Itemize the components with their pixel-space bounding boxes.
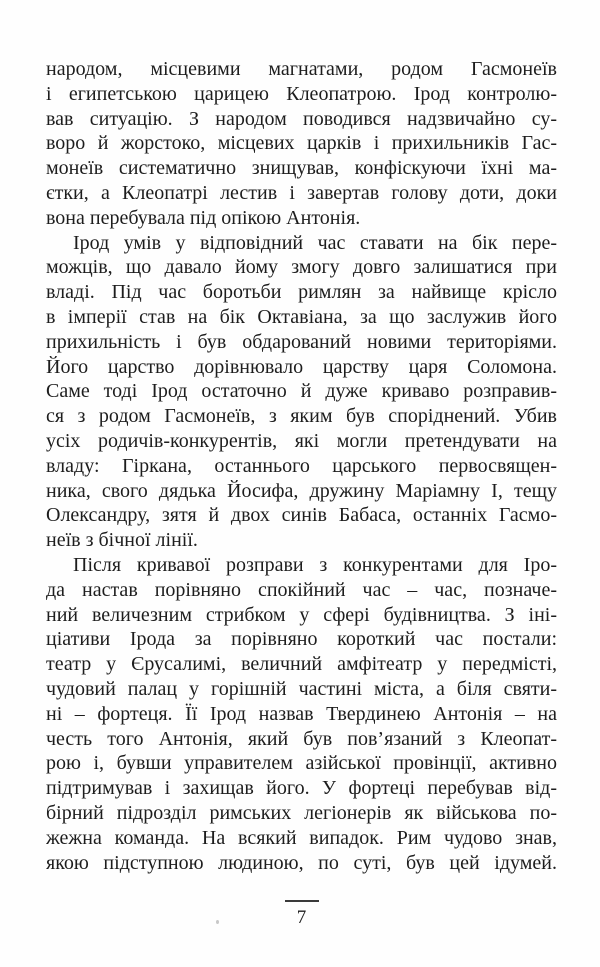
text-line: вона перебувала під опікою Антонія. [46,206,361,229]
paragraph [46,553,557,875]
text-line: владі. Під час боротьби римлян за найвище крісло [46,281,557,304]
text-line: жежна команда. На всякий випадок. Рим чудово знав, [46,826,557,849]
text-line: да настав порівняно спокійний час – час, позначе- [46,578,557,601]
text-line: прихильність і був обдарований новими територіями. [46,330,557,353]
text-line: усіх родичів-конкурентів, які могли претендувати на [46,429,557,452]
text-line: вав ситуацію. З народом поводився надзвичайно су- [46,107,557,130]
text-line: в імперії став на бік Октавіана, за що заслужив його [46,305,557,328]
text-line: ника, свого дядька Йосифа, дружину Маріамну I, тещу [46,479,557,502]
text-line: рою і, бувши управителем азійської провінції, активно [46,752,557,775]
page-footer [46,900,557,929]
text-line: народом, місцевими магнатами, родом Гасмонеїв [46,58,557,80]
text-line: Його царство дорівнювало царству царя Соломона. [46,355,557,378]
text-line: честь того Антонія, який був пов’язаний з Клеопат- [46,727,557,750]
text-line: підтримував і захищав його. У фортеці перебував від- [46,777,557,800]
page-number-rule [285,900,319,902]
text-line: якою підступною людиною, по суті, був цей ідумей. [46,851,557,874]
text-line: чудовий палац у горішній частині міста, а біля святи- [46,677,557,700]
text-line: ний величезним стрибком у сфері будівництва. З іні- [46,603,557,626]
page-text-block [46,57,557,875]
text-line: монеїв систематично знищував, конфіскуючи їхні ма- [46,157,557,180]
text-line: Олександру, зятя й двох синів Бабаса, останніх Гасмо- [46,504,557,527]
text-line: можців, що давало йому змогу довго залишатися при [46,256,557,279]
text-line: ні – фортеця. Її Ірод назвав Твердинею Антонія – на [46,702,557,725]
paragraph [46,231,557,553]
scan-speck [216,920,219,924]
text-line: і египетською царицею Клеопатрою. Ірод контролю- [46,82,557,105]
text-line: єтки, а Клеопатрі лестив і завертав голову доти, доки [46,181,557,204]
text-line: театр у Єрусалимі, величний амфітеатр у передмісті, [46,653,557,676]
text-line: Саме тоді Ірод остаточно й дуже криваво розправив- [46,380,557,403]
paragraph [46,57,557,231]
text-line: Після кривавої розправи з конкурентами для Іро- [73,553,557,576]
text-line: ціативи Ірода за порівняно короткий час постали: [46,628,557,651]
text-line: воро й жорстоко, місцевих царків і прихильників Гас- [46,132,557,155]
text-line: бірний підрозділ римських легіонерів як військова по- [46,801,557,824]
text-line: Ірод умів у відповідний час ставати на бік пере- [73,231,557,254]
text-line: неїв з бічної лінії. [46,529,198,552]
page-number: 7 [296,907,307,928]
text-line: владу: Гіркана, останнього царського первосвящен- [46,454,557,477]
text-line: ся з родом Гасмонеїв, з яким був споріднений. Убив [46,405,557,428]
